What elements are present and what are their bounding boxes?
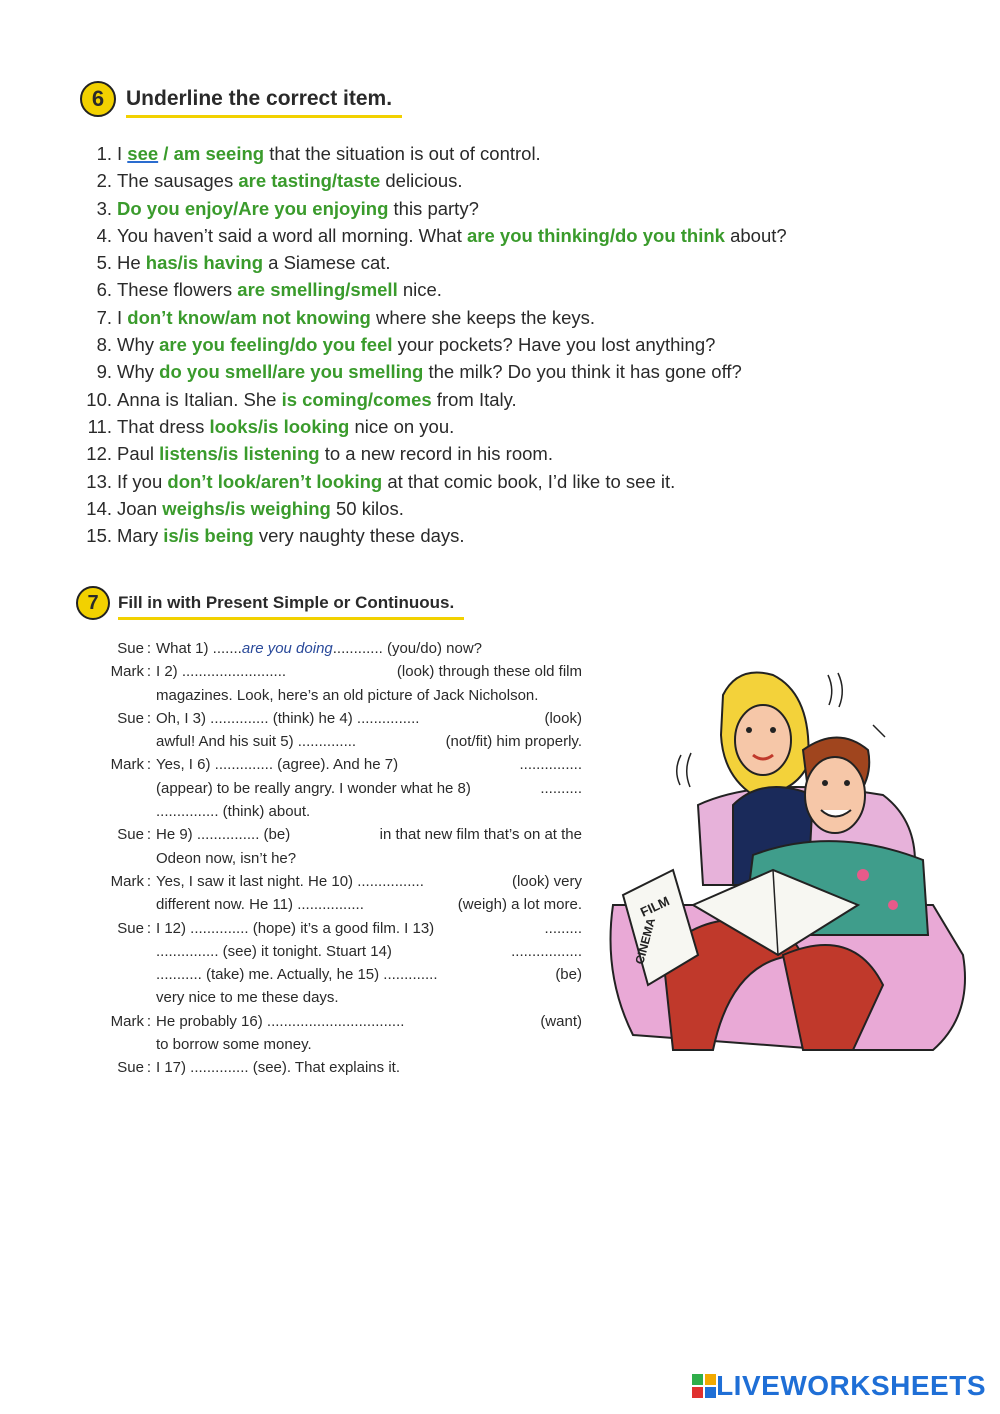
dialogue-segment: Oh, I 3) .............. (think) he 4) ............... [156, 709, 420, 727]
dialogue-segment: magazines. Look, here’s an old picture of Jack Nicholson. [156, 686, 539, 704]
liveworksheets-logo-text: LIVEWORKSHEETS [716, 1370, 986, 1401]
exercise-item [78, 140, 787, 167]
dialogue-text [154, 847, 582, 870]
exercise-item [78, 222, 787, 249]
item-text-after: nice. [397, 279, 442, 301]
dialogue-line [82, 1010, 582, 1033]
item-text-before: Why [117, 334, 160, 356]
exercise-item [78, 304, 787, 331]
dialogue-segment: ................. [511, 942, 582, 960]
dialogue-line [82, 753, 582, 776]
speaker-colon: : [146, 1059, 152, 1077]
section-6-number-badge: 6 [80, 81, 116, 117]
choice-options[interactable]: looks/is looking [209, 415, 350, 437]
liveworksheets-logo-icon [692, 1374, 716, 1398]
item-number: 9. [96, 361, 112, 383]
exercise-item [78, 167, 787, 194]
dialogue-segment: (look) through these old film [396, 663, 582, 681]
dialogue-line [82, 800, 582, 823]
dialogue-text [154, 823, 582, 846]
dialogue-segment: ............... (think) about. [156, 803, 311, 821]
choice-option[interactable]: / am seeing [158, 143, 265, 164]
section-7-header [76, 586, 454, 620]
item-text-after: at that comic book, I’d like to see it. [382, 470, 676, 492]
dialogue-segment: (look) very [511, 872, 582, 890]
section-7-number-badge: 7 [76, 586, 110, 620]
item-text-before: That dress [117, 415, 210, 437]
speaker-name [82, 940, 144, 963]
item-text-after: your pockets? Have you lost anything? [392, 334, 716, 356]
item-text-after: about? [724, 224, 787, 246]
item-text-before: These flowers [117, 279, 238, 301]
dialogue-segment: Yes, I 6) .............. (agree). And he 7) [156, 756, 399, 774]
speaker-colon [144, 893, 154, 916]
dialogue-segment: (weigh) a lot more. [457, 896, 582, 914]
speaker-name [82, 684, 144, 707]
dialogue-segment: I 2) ......................... [156, 663, 287, 681]
dialogue-segment: awful! And his suit 5) .............. [156, 733, 357, 751]
speaker-name: Sue [117, 826, 144, 844]
dialogue-text [154, 777, 582, 800]
answer-blank-filled[interactable]: are you doing [241, 640, 333, 657]
item-text-before: If you [117, 470, 168, 492]
speaker-colon: : [146, 1012, 152, 1030]
exercise-item [78, 468, 787, 495]
dialogue-segment: (be) [555, 966, 582, 984]
item-number: 8. [96, 334, 112, 356]
dialogue-text [154, 940, 582, 963]
dialogue-line [82, 777, 582, 800]
speaker-colon [144, 963, 154, 986]
dialogue-line [82, 917, 582, 940]
speaker-name: Sue [117, 919, 144, 937]
dialogue-segment: ............... (see) it tonight. Stuart 14) [156, 942, 392, 960]
choice-options[interactable]: don’t look/aren’t looking [167, 470, 383, 492]
item-number: 2. [96, 170, 112, 192]
dialogue-text [154, 637, 582, 660]
speaker-name [82, 730, 144, 753]
dialogue-segment: .......... [540, 779, 582, 797]
item-text-before: Mary [117, 525, 164, 547]
dialogue-line [82, 823, 582, 846]
dialogue-segment: ............... [519, 756, 582, 774]
speaker-colon [144, 940, 154, 963]
choice-options[interactable]: are you thinking/do you think [466, 224, 725, 246]
dialogue-text [154, 893, 582, 916]
item-number: 5. [96, 252, 112, 274]
item-number: 7. [96, 306, 112, 328]
dialogue-text [154, 1056, 582, 1079]
dialogue-line [82, 730, 582, 753]
item-text-after: very naughty these days. [253, 525, 465, 547]
item-text-after: to a new record in his room. [319, 443, 553, 465]
item-text-after: that the situation is out of control. [264, 143, 541, 164]
item-number: 13. [86, 470, 112, 492]
speaker-name: Sue [117, 1059, 144, 1077]
dialogue-line [82, 870, 582, 893]
exercise-item [78, 276, 787, 303]
item-text-before: Joan [117, 497, 163, 519]
dialogue-text [154, 963, 582, 986]
speaker-colon: : [146, 709, 152, 727]
speaker-name [82, 963, 144, 986]
speaker-name [82, 777, 144, 800]
magazine-label-cinema: CINEMA [632, 916, 659, 966]
dialogue-line [82, 986, 582, 1009]
item-text-after: delicious. [380, 170, 463, 192]
speaker-name: Sue [117, 709, 144, 727]
dialogue-segment: (want) [540, 1012, 582, 1030]
item-number: 3. [96, 197, 112, 219]
dialogue-segment: different now. He 11) ................ [156, 896, 364, 914]
item-number: 10. [86, 388, 112, 410]
choice-options[interactable]: is coming/comes [281, 388, 432, 410]
dialogue-segment: ............ (you/do) now? [332, 640, 482, 657]
choice-options[interactable]: is/is being [163, 525, 254, 547]
dialogue-text [154, 870, 582, 893]
speaker-colon [144, 730, 154, 753]
dialogue-segment: very nice to me these days. [156, 989, 339, 1007]
speaker-name: Sue [117, 640, 144, 657]
dialogue-text [154, 986, 582, 1009]
speaker-name: Mark [110, 756, 144, 774]
speaker-name: Mark [110, 663, 144, 681]
liveworksheets-logo[interactable] [692, 1370, 986, 1402]
dialogue-segment: (not/fit) him properly. [445, 733, 582, 751]
speaker-colon: : [146, 919, 152, 937]
dialogue-segment: I 17) .............. (see). That explains it. [156, 1059, 400, 1077]
exercise-item [78, 249, 787, 276]
item-text-after: 50 kilos. [330, 497, 404, 519]
dialogue-line [82, 1033, 582, 1056]
dialogue-text [154, 1010, 582, 1033]
item-text-before: The sausages [117, 170, 239, 192]
item-text-before: Why [117, 361, 160, 383]
item-number: 14. [86, 497, 112, 519]
choice-options[interactable]: weighs/is weighing [162, 497, 331, 519]
speaker-colon [144, 1033, 154, 1056]
item-text-before: I [117, 143, 128, 164]
choice-options[interactable]: listens/is listening [159, 443, 320, 465]
dialogue-segment: (appear) to be really angry. I wonder what he 8) [156, 779, 471, 797]
dialogue-segment: ......... [544, 919, 582, 937]
item-text-after: the milk? Do you think it has gone off? [423, 361, 742, 383]
dialogue-text [154, 800, 582, 823]
item-number: 15. [86, 525, 112, 547]
item-text-after: a Siamese cat. [263, 252, 391, 274]
dialogue-text [154, 684, 582, 707]
dialogue-text [154, 730, 582, 753]
section-6-exercise-list [78, 140, 787, 549]
dialogue-line [82, 847, 582, 870]
dialogue-line [82, 637, 582, 660]
dialogue-segment: I 12) .............. (hope) it’s a good film. I 13) [156, 919, 435, 937]
item-number: 6. [96, 279, 112, 301]
choice-options[interactable]: do you smell/are you smelling [159, 361, 424, 383]
dialogue-segment: What 1) ....... [156, 640, 242, 657]
exercise-item [78, 386, 787, 413]
section-7-dialogue [82, 637, 582, 1080]
speaker-colon: : [146, 640, 152, 657]
exercise-item [78, 358, 787, 385]
speaker-name [82, 847, 144, 870]
item-number: 11. [87, 415, 112, 437]
dialogue-segment: (look) [544, 709, 582, 727]
item-text-before: I [117, 306, 128, 328]
dialogue-text [154, 707, 582, 730]
item-text-before: He [117, 252, 146, 274]
choice-options[interactable]: are you feeling/do you feel [159, 334, 393, 356]
dialogue-text [154, 1033, 582, 1056]
dialogue-line [82, 893, 582, 916]
section-6-title: Underline the correct item. [126, 87, 393, 110]
dialogue-segment: ........... (take) me. Actually, he 15) ............. [156, 966, 438, 984]
speaker-colon: : [146, 872, 152, 890]
section-6-header [80, 81, 392, 117]
item-text-after: where she keeps the keys. [370, 306, 596, 328]
speaker-name [82, 893, 144, 916]
couple-reading-illustration [603, 655, 983, 1060]
item-text-after: from Italy. [431, 388, 517, 410]
dialogue-segment: in that new film that’s on at the [379, 826, 582, 844]
item-text-before: You haven’t said a word all morning. What [117, 224, 467, 246]
speaker-colon: : [146, 826, 152, 844]
item-number: 1. [96, 143, 112, 164]
dialogue-line-content [156, 637, 482, 660]
speaker-name: Mark [110, 1012, 144, 1030]
dialogue-segment: Yes, I saw it last night. He 10) ................ [156, 872, 424, 890]
magazine-label-film: FILM [637, 893, 672, 920]
exercise-item [78, 495, 787, 522]
underlined-answer[interactable]: see [127, 143, 159, 164]
speaker-colon [144, 777, 154, 800]
speaker-colon: : [146, 756, 152, 774]
dialogue-line [82, 1056, 582, 1079]
speaker-name [82, 986, 144, 1009]
item-text-before: Paul [117, 443, 160, 465]
exercise-item [78, 331, 787, 358]
item-number: 4. [96, 224, 112, 246]
choice-options[interactable]: are smelling/smell [237, 279, 398, 301]
dialogue-segment: Odeon now, isn’t he? [156, 849, 297, 867]
speaker-colon [144, 800, 154, 823]
choice-options[interactable]: has/is having [145, 252, 264, 274]
dialogue-line [82, 707, 582, 730]
dialogue-text [154, 660, 582, 683]
dialogue-line [82, 684, 582, 707]
exercise-item [78, 522, 787, 549]
item-text-after: this party? [388, 197, 479, 219]
dialogue-segment: He probably 16) ................................. [156, 1012, 405, 1030]
exercise-item [78, 195, 787, 222]
exercise-item [78, 413, 787, 440]
dialogue-text [154, 917, 582, 940]
choice-options[interactable]: don’t know/am not knowing [127, 306, 371, 328]
item-number: 12. [86, 443, 112, 465]
dialogue-segment: to borrow some money. [156, 1036, 312, 1054]
item-text-after: nice on you. [349, 415, 455, 437]
dialogue-text [154, 753, 582, 776]
speaker-colon [144, 684, 154, 707]
speaker-colon: : [146, 663, 152, 681]
speaker-name [82, 1033, 144, 1056]
dialogue-line [82, 963, 582, 986]
section-7-title: Fill in with Present Simple or Continuous. [118, 593, 455, 612]
dialogue-segment: He 9) ............... (be) [156, 826, 291, 844]
choice-options[interactable]: Do you enjoy/Are you enjoying [117, 197, 389, 219]
speaker-name [82, 800, 144, 823]
speaker-colon [144, 986, 154, 1009]
dialogue-line [82, 940, 582, 963]
speaker-colon [144, 847, 154, 870]
dialogue-line [82, 660, 582, 683]
item-text-before: Anna is Italian. She [117, 388, 282, 410]
speaker-name: Mark [110, 872, 144, 890]
exercise-item [78, 440, 787, 467]
choice-options[interactable]: are tasting/taste [238, 170, 381, 192]
